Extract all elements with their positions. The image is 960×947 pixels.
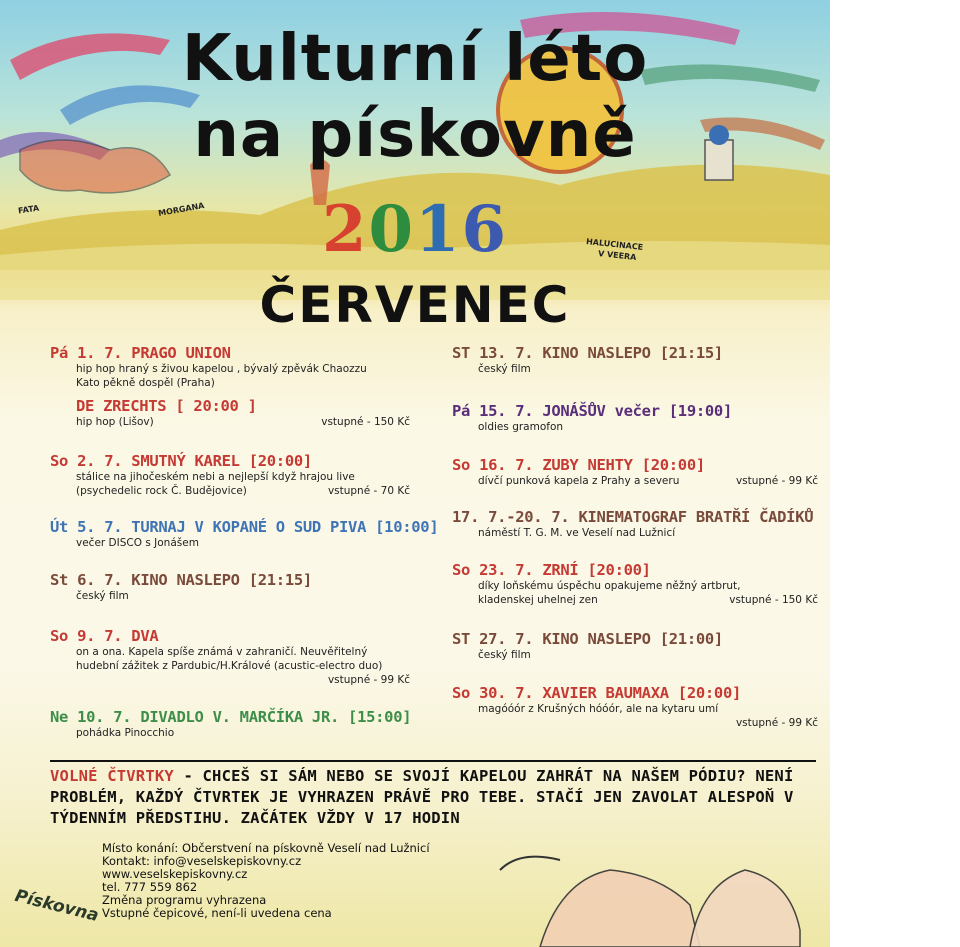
event-price: vstupné - 70 Kč — [327, 485, 410, 497]
title-line-1: Kulturní léto — [181, 22, 649, 96]
event-block — [452, 402, 818, 434]
event-detail-row — [50, 659, 410, 673]
year-digit: 1 — [415, 192, 462, 267]
event-block — [50, 708, 410, 740]
event-detail-row — [76, 415, 410, 429]
event-block — [452, 508, 818, 540]
event-detail-row — [50, 645, 410, 659]
event-block — [452, 456, 818, 488]
illustration-label: FATA — [17, 203, 40, 216]
event-heading: 17. 7.-20. 7. KINEMATOGRAF BRATŘÍ ČADÍKŮ — [452, 508, 814, 526]
event-heading: So 2. 7. SMUTNÝ KAREL [20:00] — [50, 452, 312, 470]
event-detail-row — [452, 702, 818, 716]
event-block — [50, 452, 410, 498]
event-detail-row — [452, 526, 818, 540]
event-detail-row — [50, 362, 410, 376]
title-line-2: na pískovně — [193, 98, 637, 172]
free-thursdays-notice — [50, 766, 820, 829]
month-heading: ČERVENEC — [259, 276, 571, 334]
free-thursdays-lead: VOLNÉ ČTVRTKY — [50, 767, 174, 785]
event-heading: Pá 15. 7. JONÁŠŮV večer [19:00] — [452, 402, 732, 420]
event-price: vstupné - 150 Kč — [729, 594, 818, 606]
event-price: vstupné - 99 Kč — [327, 674, 410, 686]
event-detail-row — [50, 589, 410, 603]
event-block — [50, 571, 410, 603]
event-heading: So 16. 7. ZUBY NEHTY [20:00] — [452, 456, 705, 474]
event-price: vstupné - 99 Kč — [735, 475, 818, 487]
info-entry-note: Vstupné čepicové, není-li uvedena cena — [102, 906, 332, 920]
event-description: magóóór z Krušných hóóór, ale na kytaru umí — [478, 703, 719, 715]
event-block — [50, 344, 410, 390]
event-heading: ST 13. 7. KINO NASLEPO [21:15] — [452, 344, 723, 362]
event-detail-row — [452, 579, 818, 593]
bottom-doodles — [540, 870, 700, 947]
illustration-label: HALUCINACE — [585, 237, 644, 252]
event-description: večer DISCO s Jonášem — [76, 537, 199, 549]
info-venue: Místo konání: Občerstvení na pískovně Veselí nad Lužnicí — [102, 841, 430, 855]
info-block — [102, 842, 430, 920]
event-block — [452, 561, 818, 607]
illustration-label: V VEERA — [597, 249, 637, 262]
event-block — [452, 344, 818, 376]
event-heading: St 6. 7. KINO NASLEPO [21:15] — [50, 571, 312, 589]
year — [0, 192, 830, 267]
event-heading: Út 5. 7. TURNAJ V KOPANÉ O SUD PIVA [10:00] — [50, 518, 439, 536]
info-change-notice: Změna programu vyhrazena — [102, 893, 267, 907]
event-detail-row — [50, 726, 410, 740]
year-digit: 2 — [321, 192, 369, 267]
event-description: kladenskej uhelnej zen — [478, 594, 598, 606]
info-phone: tel. 777 559 862 — [102, 880, 198, 894]
event-description: oldies gramofon — [478, 421, 564, 433]
event-description: náměstí T. G. M. ve Veselí nad Lužnicí — [478, 527, 676, 539]
event-detail-row — [452, 593, 818, 607]
event-detail-row — [452, 648, 818, 662]
event-block — [50, 627, 410, 687]
event-price: vstupné - 99 Kč — [735, 717, 818, 729]
event-heading: So 30. 7. XAVIER BAUMAXA [20:00] — [452, 684, 742, 702]
event-description: hip hop (Lišov) — [76, 416, 154, 428]
event-description: hip hop hraný s živou kapelou , bývalý zpěvák Chaozzu — [76, 363, 367, 375]
year-digit: 0 — [368, 192, 415, 267]
event-description: český film — [76, 590, 129, 602]
event-description: pohádka Pinocchio — [76, 727, 175, 739]
event-description: Kato pěkně dospěl (Praha) — [76, 377, 215, 389]
event-description: (psychedelic rock Č. Budějovice) — [76, 485, 247, 497]
event-description: stálice na jihočeském nebi a nejlepší když hrajou live — [76, 471, 355, 483]
event-heading: ST 27. 7. KINO NASLEPO [21:00] — [452, 630, 723, 648]
event-heading: DE ZRECHTS [ 20:00 ] — [76, 397, 257, 415]
illustration-label: MORGANA — [157, 201, 206, 218]
event-detail-row — [50, 484, 410, 498]
event-description: hudební zážitek z Pardubic/H.Králové (acustic-electro duo) — [76, 660, 383, 672]
info-website[interactable]: www.veselskepiskovny.cz — [102, 867, 248, 881]
event-block — [452, 630, 818, 662]
event-description: dívčí punková kapela z Prahy a severu — [478, 475, 680, 487]
event-heading: Pá 1. 7. PRAGO UNION — [50, 344, 231, 362]
info-contact[interactable]: Kontakt: info@veselskepiskovny.cz — [102, 854, 302, 868]
event-detail-row — [50, 673, 410, 687]
event-block — [50, 518, 439, 550]
divider — [50, 760, 816, 762]
year-digit: 6 — [461, 192, 509, 267]
event-description: on a ona. Kapela spíše známá v zahraničí. Neuvěřitelný — [76, 646, 368, 658]
event-detail-row — [50, 536, 410, 550]
event-detail-row — [452, 716, 818, 730]
free-thursdays-text: - CHCEŠ SI SÁM NEBO SE SVOJÍ KAPELOU ZAHRÁT NA NAŠEM PÓDIU? NENÍ PROBLÉM, KAŽDÝ ČTVRTEK JE VYHRAZEN PRÁVĚ PRO TEBE. STAČÍ JEN ZAVOLAT ALESPOŇ V TÝDENNÍM PŘEDSTIHU. ZAČÁTEK VŽDY V 17 HODIN — [50, 767, 794, 827]
event-price: vstupné - 150 Kč — [321, 416, 410, 428]
corner-label: Pískovna — [12, 885, 101, 927]
event-heading: So 9. 7. DVA — [50, 627, 159, 645]
event-detail-row — [50, 376, 410, 390]
event-detail-row — [50, 470, 410, 484]
event-heading: Ne 10. 7. DIVADLO V. MARČÍKA JR. [15:00] — [50, 708, 412, 726]
event-description: díky loňskému úspěchu opakujeme něžný artbrut, — [478, 580, 741, 592]
event-block — [76, 397, 410, 429]
event-heading: So 23. 7. ZRNÍ [20:00] — [452, 561, 651, 579]
event-description: český film — [478, 649, 531, 661]
event-block — [452, 684, 818, 730]
event-detail-row — [452, 474, 818, 488]
event-detail-row — [452, 420, 818, 434]
event-detail-row — [452, 362, 818, 376]
event-description: český film — [478, 363, 531, 375]
